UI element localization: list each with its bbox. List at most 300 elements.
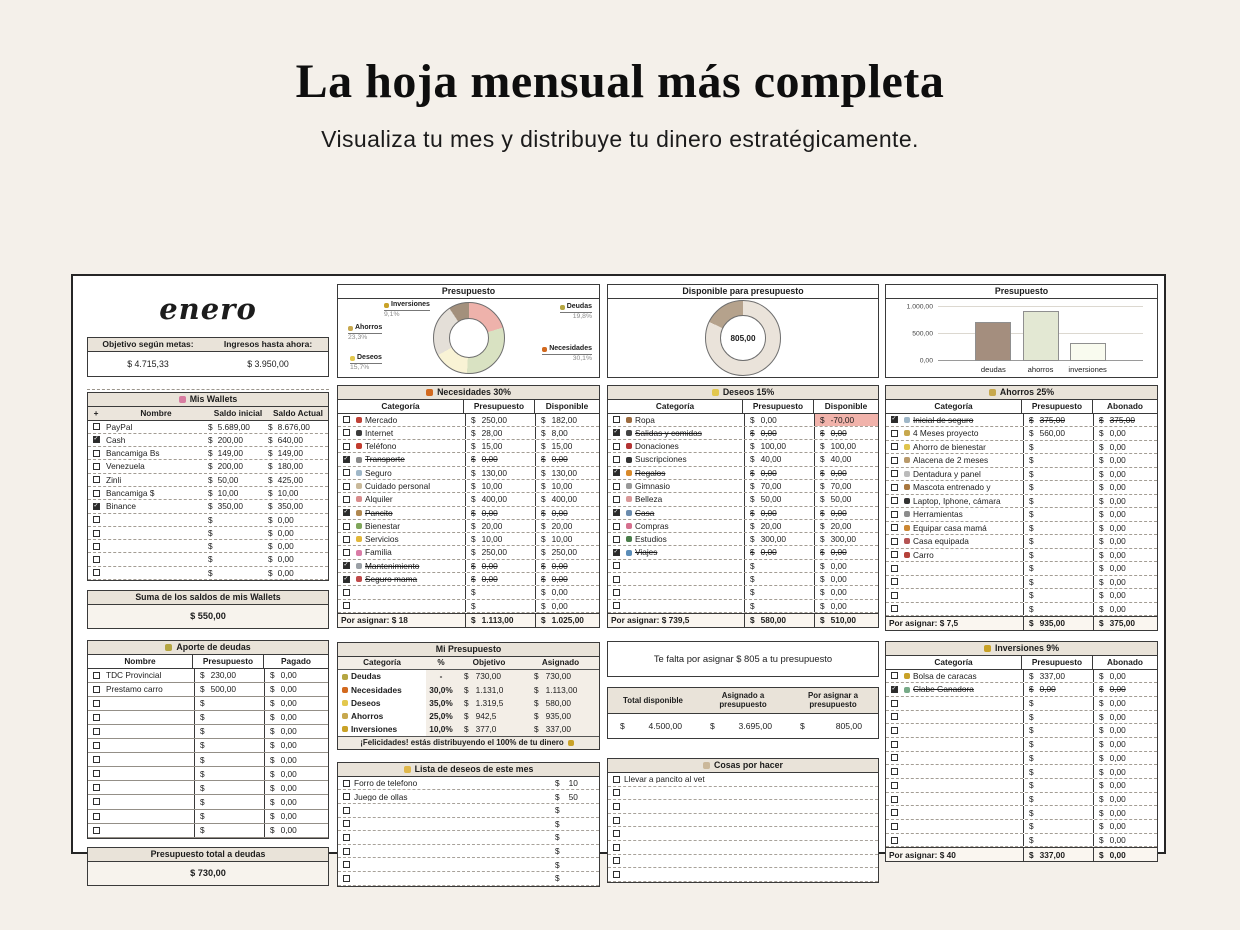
amount-cell	[1023, 848, 1093, 861]
row-checkbox[interactable]	[343, 469, 350, 476]
wallet-name	[104, 540, 208, 552]
wallet-row	[88, 487, 328, 500]
row-checkbox[interactable]	[891, 443, 898, 450]
row-checkbox[interactable]	[343, 834, 350, 841]
category-label: Deseos	[351, 697, 381, 708]
dollar-sign: $	[1099, 684, 1104, 695]
category-row	[338, 427, 599, 440]
amount-value: 10,00	[277, 487, 299, 498]
row-checkbox[interactable]	[613, 416, 620, 423]
dollar-sign: $	[268, 421, 273, 432]
deseos-table	[607, 385, 879, 628]
row-checkbox[interactable]	[891, 538, 898, 545]
row-checkbox[interactable]	[93, 756, 100, 763]
dollar-sign: $	[471, 480, 476, 491]
checkbox-cell	[608, 586, 624, 598]
category-row	[608, 480, 878, 493]
amount-cell	[744, 546, 814, 558]
checkbox-cell	[338, 875, 354, 882]
amount-value: 0,00	[280, 824, 297, 835]
row-checkbox[interactable]	[343, 875, 350, 882]
row-checkbox[interactable]	[93, 686, 100, 693]
row-checkbox[interactable]	[93, 463, 100, 470]
row-checkbox[interactable]	[891, 605, 898, 612]
category-cell	[902, 711, 1023, 724]
row-checkbox[interactable]	[93, 742, 100, 749]
dollar-sign: $	[541, 615, 546, 626]
y-axis-tick: 0,00	[919, 357, 933, 365]
row-checkbox[interactable]	[891, 796, 898, 803]
category-row	[886, 468, 1157, 482]
checkbox-cell	[886, 535, 902, 548]
dollar-sign: $	[1099, 428, 1104, 439]
category-label: Inicial de seguro	[913, 414, 974, 425]
x-axis-label: ahorros	[1027, 365, 1054, 374]
category-row	[886, 738, 1157, 752]
row-checkbox[interactable]	[93, 770, 100, 777]
category-row	[608, 507, 878, 520]
row-checkbox[interactable]	[93, 476, 100, 483]
row-checkbox[interactable]	[891, 837, 898, 844]
amount-value: 0,00	[1109, 590, 1126, 601]
category-row	[608, 560, 878, 573]
footer-label: Por asignar: $ 7,5	[889, 618, 959, 629]
dollar-sign: $	[471, 454, 476, 465]
row-checkbox[interactable]	[93, 784, 100, 791]
necesidades-table	[337, 385, 600, 628]
row-checkbox[interactable]	[613, 803, 620, 810]
credit-card-icon	[560, 305, 565, 310]
donut-label-text: Deseos	[357, 354, 382, 361]
laptop-icon	[904, 498, 910, 504]
amount-value: 300,00	[760, 534, 787, 545]
table-title-text: Inversiones 9%	[994, 643, 1060, 654]
dollar-sign: $	[1099, 711, 1104, 722]
amount-cell	[264, 739, 328, 752]
category-label: Familia	[365, 547, 392, 558]
amount-value: 0,00	[1109, 482, 1126, 493]
row-checkbox[interactable]	[343, 602, 350, 609]
row-checkbox[interactable]	[891, 484, 898, 491]
dollar-sign: $	[541, 441, 546, 452]
budget-summary-row	[338, 683, 599, 696]
wallets-sum-title: Suma de los saldos de mis Wallets	[88, 591, 328, 605]
dollar-sign: $	[820, 467, 825, 478]
row-checkbox[interactable]	[891, 551, 898, 558]
row-checkbox[interactable]	[891, 700, 898, 707]
checkbox-cell	[608, 453, 624, 465]
amount-value: 0,00	[280, 712, 297, 723]
row-checkbox[interactable]	[613, 857, 620, 864]
debt-row	[88, 824, 328, 838]
checkbox-cell	[338, 834, 354, 841]
wallet-row	[88, 567, 328, 580]
budget-summary-row	[338, 710, 599, 723]
row-checkbox[interactable]	[613, 562, 620, 569]
amount-value: 0,00	[1109, 698, 1126, 709]
amount-value: 149,00	[277, 448, 304, 459]
category-row	[886, 711, 1157, 725]
amount-cell	[264, 781, 328, 794]
row-checkbox[interactable]	[891, 470, 898, 477]
debt-row	[88, 739, 328, 753]
assigned-value: 1.113,00	[545, 684, 578, 695]
row-checkbox[interactable]	[93, 423, 100, 430]
row-checkbox[interactable]	[93, 450, 100, 457]
row-checkbox[interactable]	[613, 536, 620, 543]
wallet-row	[88, 540, 328, 553]
debt-name	[104, 795, 194, 808]
donut-label-pct: 23,3%	[348, 334, 368, 342]
category-row	[886, 522, 1157, 536]
donut-label-name	[384, 301, 430, 311]
wallets-sum-box	[87, 590, 329, 629]
row-checkbox[interactable]	[613, 443, 620, 450]
category-cell	[624, 493, 744, 505]
row-checkbox[interactable]	[613, 576, 620, 583]
amount-cell	[208, 567, 268, 579]
row-checkbox[interactable]	[343, 848, 350, 855]
checkbox-cell	[608, 414, 624, 426]
category-label: 4 Meses proyecto	[913, 428, 979, 439]
amount-cell	[535, 573, 599, 585]
row-checkbox[interactable]	[93, 516, 100, 523]
row-checkbox[interactable]	[93, 543, 100, 550]
category-row	[886, 454, 1157, 468]
donut-label-name	[350, 354, 382, 364]
donut-hole	[449, 318, 489, 358]
todo-table	[607, 758, 879, 883]
row-checkbox[interactable]	[613, 602, 620, 609]
category-label: Regalos	[635, 467, 666, 478]
checkbox-cell	[338, 507, 354, 519]
car-icon	[356, 457, 362, 463]
row-checkbox[interactable]	[613, 776, 620, 783]
dollar-sign: $	[208, 448, 213, 459]
category-row	[338, 467, 599, 480]
footer-label: Por asignar: $ 40	[889, 849, 956, 860]
amount-cell	[814, 546, 878, 558]
row-checkbox[interactable]	[891, 727, 898, 734]
amount-cell	[1093, 738, 1157, 751]
wheat-icon	[342, 713, 348, 719]
category-cell	[624, 520, 744, 532]
percent-cell: -	[439, 671, 443, 682]
dollar-sign: $	[750, 520, 755, 531]
amount-value: 28,00	[481, 427, 503, 438]
dollar-sign: $	[1099, 590, 1104, 601]
goals-income-header: Ingresos hasta ahora:	[223, 339, 313, 350]
donut-label-text: Necesidades	[549, 345, 592, 352]
amount-value: 0,00	[830, 467, 847, 478]
checkbox-cell	[886, 820, 902, 833]
row-checkbox[interactable]	[343, 589, 350, 596]
row-checkbox[interactable]	[891, 672, 898, 679]
list-item	[338, 777, 599, 791]
gridline	[938, 306, 1143, 307]
amount-value: 0,00	[1109, 468, 1126, 479]
amount-cell	[264, 683, 328, 696]
amount-cell	[555, 861, 599, 869]
dollar-sign: $	[541, 560, 546, 571]
wallet-name	[104, 553, 208, 565]
amount-value: 0,00	[551, 574, 568, 585]
amount-cell	[264, 810, 328, 823]
checkbox-cell	[608, 520, 624, 532]
category-cell	[624, 453, 744, 465]
amount-value: 0,00	[1109, 603, 1126, 614]
amount-value: 15,00	[551, 441, 573, 452]
dollar-sign: $	[1029, 834, 1034, 845]
row-checkbox[interactable]	[891, 713, 898, 720]
pet-icon	[904, 484, 910, 490]
row-checkbox[interactable]	[891, 430, 898, 437]
row-checkbox[interactable]	[613, 871, 620, 878]
car-icon	[904, 552, 910, 558]
amount-cell	[194, 824, 264, 837]
amount-cell	[814, 480, 878, 492]
row-checkbox[interactable]	[891, 565, 898, 572]
wallet-row	[88, 474, 328, 487]
category-label: Carro	[913, 549, 934, 560]
row-checkbox[interactable]	[343, 861, 350, 868]
debts-table	[87, 640, 329, 839]
category-row	[338, 586, 599, 599]
dollar-sign: $	[1029, 590, 1034, 601]
amount-cell	[535, 614, 599, 627]
dollar-sign: $	[820, 547, 825, 558]
row-checkbox[interactable]	[891, 457, 898, 464]
amount-value: 40,00	[830, 454, 852, 465]
amount-value: -70,00	[830, 414, 855, 425]
dollar-sign: $	[820, 454, 825, 465]
amount-cell	[1023, 535, 1093, 548]
row-checkbox[interactable]	[93, 798, 100, 805]
row-checkbox[interactable]	[343, 780, 350, 787]
dollar-sign: $	[1099, 670, 1104, 681]
row-checkbox[interactable]	[891, 524, 898, 531]
category-row	[338, 560, 599, 573]
row-checkbox[interactable]	[343, 443, 350, 450]
spreadsheet-panel	[71, 274, 1166, 884]
dollar-sign: $	[1029, 549, 1034, 560]
dollar-sign: $	[1099, 780, 1104, 791]
pantry-icon	[904, 457, 910, 463]
note-icon	[404, 766, 411, 773]
dollar-sign: $	[555, 832, 560, 843]
category-cell	[902, 535, 1023, 548]
row-checkbox[interactable]	[891, 768, 898, 775]
category-row	[608, 520, 878, 533]
row-checkbox[interactable]	[613, 789, 620, 796]
row-checkbox[interactable]	[93, 490, 100, 497]
row-checkbox[interactable]: ✓	[343, 575, 349, 582]
dollar-sign: $	[800, 720, 805, 731]
col-header: Categoría	[655, 401, 695, 412]
row-checkbox[interactable]	[613, 817, 620, 824]
row-checkbox[interactable]: ✓	[891, 416, 897, 423]
row-checkbox[interactable]	[891, 497, 898, 504]
category-row	[608, 427, 878, 440]
dollar-sign: $	[268, 527, 273, 538]
row-checkbox[interactable]: ✓	[613, 509, 619, 516]
category-row	[608, 573, 878, 586]
row-checkbox[interactable]	[891, 741, 898, 748]
amount-value: 0,00	[1109, 684, 1126, 695]
row-checkbox[interactable]	[343, 536, 350, 543]
wallet-name: Venezuela	[106, 461, 145, 472]
row-checkbox[interactable]	[343, 523, 350, 530]
row-checkbox[interactable]	[891, 592, 898, 599]
row-checkbox[interactable]	[891, 809, 898, 816]
dollar-sign: $	[1099, 576, 1104, 587]
row-checkbox[interactable]: ✓	[613, 469, 619, 476]
row-checkbox[interactable]: ✓	[613, 549, 619, 556]
checkbox-cell	[608, 871, 624, 878]
sparkles-icon	[712, 389, 719, 396]
wallets-table	[87, 392, 329, 581]
row-checkbox[interactable]	[93, 813, 100, 820]
row-checkbox[interactable]	[891, 511, 898, 518]
amount-cell	[1093, 481, 1157, 494]
row-checkbox[interactable]	[891, 578, 898, 585]
amount-cell	[1023, 481, 1093, 494]
dollar-sign: $	[750, 534, 755, 545]
row-checkbox[interactable]	[891, 754, 898, 761]
row-checkbox[interactable]	[613, 844, 620, 851]
amount-cell	[744, 453, 814, 465]
amount-cell	[268, 500, 328, 512]
row-checkbox[interactable]	[343, 793, 350, 800]
row-checkbox[interactable]	[93, 827, 100, 834]
dollar-sign: $	[541, 600, 546, 611]
amount-cell	[535, 600, 599, 612]
row-checkbox[interactable]: ✓	[343, 562, 349, 569]
amount-cell	[1093, 617, 1157, 630]
checkbox-cell	[338, 586, 354, 598]
dollar-sign: $	[270, 684, 275, 695]
row-checkbox[interactable]	[93, 714, 100, 721]
category-row	[886, 765, 1157, 779]
category-cell	[354, 507, 465, 519]
assigned-value: 935,00	[545, 710, 572, 721]
category-row	[338, 414, 599, 427]
dollar-sign: $	[1029, 428, 1034, 439]
list-item-label: Forro de telefono	[354, 779, 418, 788]
tools-icon	[904, 511, 910, 517]
dollar-sign: $	[750, 574, 755, 585]
row-checkbox[interactable]	[93, 672, 100, 679]
donut-label-name	[542, 345, 592, 355]
row-checkbox[interactable]	[93, 569, 100, 576]
row-checkbox[interactable]	[343, 549, 350, 556]
row-checkbox[interactable]	[93, 556, 100, 563]
dollar-sign: $	[555, 846, 560, 856]
row-checkbox[interactable]	[891, 782, 898, 789]
row-checkbox[interactable]	[93, 700, 100, 707]
column-deseos	[607, 276, 879, 883]
dollar-sign: $	[1029, 684, 1034, 695]
wallet-name: Bancamiga Bs	[106, 448, 160, 459]
amount-cell	[194, 711, 264, 724]
amount-cell	[555, 793, 599, 801]
dollar-sign: $	[268, 554, 273, 565]
amount-cell	[208, 474, 268, 486]
row-checkbox[interactable]	[343, 416, 350, 423]
amount-cell	[465, 480, 535, 492]
amount-cell	[1023, 711, 1093, 724]
dollar-sign: $	[1099, 455, 1104, 466]
category-label: Compras	[635, 520, 669, 531]
debt-row	[88, 810, 328, 824]
row-checkbox[interactable]: ✓	[891, 686, 897, 693]
row-checkbox[interactable]	[93, 530, 100, 537]
home-icon	[904, 538, 910, 544]
category-cell	[902, 603, 1023, 616]
amount-value: 300,00	[830, 534, 857, 545]
tv-icon	[626, 457, 632, 463]
category-cell	[902, 549, 1023, 562]
amount-cell	[268, 540, 328, 552]
list-item-label: Llevar a pancito al vet	[624, 775, 705, 784]
row-checkbox[interactable]	[343, 820, 350, 827]
row-checkbox[interactable]: ✓	[343, 456, 349, 463]
row-checkbox[interactable]	[891, 823, 898, 830]
plant-icon	[356, 523, 362, 529]
category-cell	[624, 533, 744, 545]
dollar-sign: $	[1029, 563, 1034, 574]
budget-donut-title: Presupuesto	[338, 285, 599, 299]
category-cell	[354, 453, 465, 465]
amount-cell	[535, 560, 599, 572]
dollar-sign: $	[1029, 849, 1034, 860]
category-label: Ahorros	[351, 710, 384, 721]
row-checkbox[interactable]: ✓	[93, 436, 99, 443]
category-row	[608, 546, 878, 559]
row-checkbox[interactable]	[343, 807, 350, 814]
row-checkbox[interactable]: ✓	[343, 509, 349, 516]
row-checkbox[interactable]	[93, 728, 100, 735]
category-label: Seguro mama	[365, 574, 418, 585]
amount-cell	[1023, 738, 1093, 751]
row-checkbox[interactable]: ✓	[93, 502, 99, 509]
wallet-row	[88, 460, 328, 473]
debt-row	[88, 795, 328, 809]
row-checkbox[interactable]	[613, 830, 620, 837]
row-checkbox[interactable]	[613, 483, 620, 490]
row-checkbox[interactable]	[343, 429, 350, 436]
row-checkbox[interactable]	[613, 496, 620, 503]
category-cell	[902, 834, 1023, 847]
amount-value: 0,00	[1109, 576, 1126, 587]
money-bag-icon	[984, 645, 991, 652]
assigned-cell	[522, 670, 599, 683]
category-cell	[624, 440, 744, 452]
dollar-sign: $	[820, 560, 825, 571]
amount-cell	[744, 414, 814, 426]
row-checkbox[interactable]	[343, 483, 350, 490]
row-checkbox[interactable]	[343, 496, 350, 503]
totals-cell	[608, 722, 698, 731]
row-checkbox[interactable]: ✓	[613, 429, 619, 436]
category-label: Donaciones	[635, 441, 679, 452]
dollar-sign: $	[820, 520, 825, 531]
row-checkbox[interactable]	[613, 523, 620, 530]
row-checkbox[interactable]	[613, 589, 620, 596]
row-checkbox[interactable]	[613, 456, 620, 463]
amount-value: 375,00	[1109, 414, 1136, 425]
objective-cell	[456, 683, 522, 696]
